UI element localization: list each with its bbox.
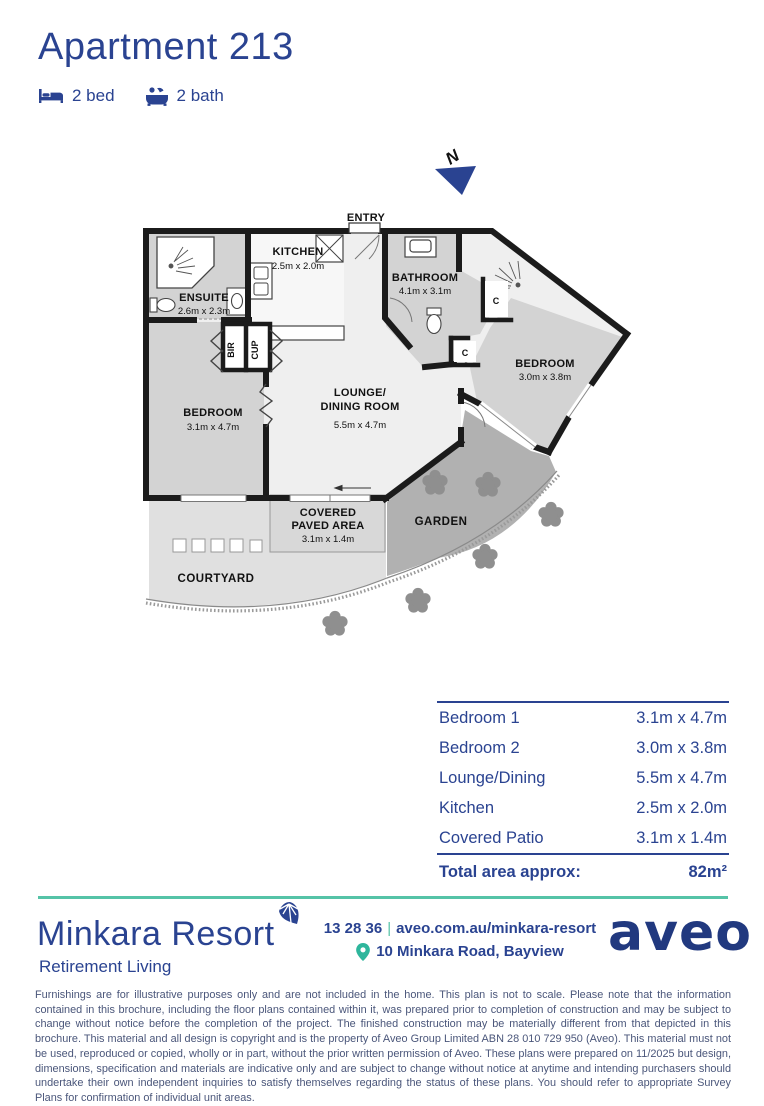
separator: | — [387, 920, 392, 937]
phone-number: 13 28 36 — [323, 920, 383, 937]
row-label: Covered Patio — [439, 829, 544, 847]
closet2-label: C — [461, 348, 469, 358]
bedroom1-dims: 3.1m x 4.7m — [186, 422, 240, 433]
row-value: 3.0m x 3.8m — [636, 739, 727, 757]
floor-plan — [128, 138, 662, 683]
dimensions-table — [437, 701, 729, 887]
bir-label: BIR — [226, 342, 236, 358]
page-title: Apartment 213 — [38, 26, 294, 68]
contact-block — [320, 917, 600, 963]
bedroom1-label: BEDROOM — [183, 407, 243, 419]
bathroom-vanity — [405, 237, 436, 257]
north-arrow-icon — [435, 166, 476, 195]
bed-bath-facts — [38, 86, 224, 106]
row-label: Lounge/Dining — [439, 769, 546, 787]
bath-icon — [145, 87, 169, 106]
row-value: 2.5m x 2.0m — [636, 799, 727, 817]
row-label: Kitchen — [439, 799, 495, 817]
lounge-dims: 5.5m x 4.7m — [333, 420, 387, 431]
resort-brand-name: Minkara Resort — [37, 915, 275, 953]
table-row — [437, 763, 729, 793]
ensuite-dims: 2.6m x 2.3m — [177, 306, 231, 317]
tree-icon — [538, 502, 563, 527]
covered-paved-label-2: PAVED AREA — [291, 520, 365, 532]
bathroom-dims: 4.1m x 3.1m — [398, 286, 452, 297]
ensuite-toilet — [150, 298, 175, 312]
bath-count-label: 2 bath — [176, 86, 224, 105]
resort-brand-subtitle: Retirement Living — [39, 957, 172, 976]
address-line — [320, 940, 600, 963]
bedroom2-label: BEDROOM — [515, 358, 575, 370]
garden-label: GARDEN — [414, 516, 468, 528]
table-row — [437, 823, 729, 853]
floor-plan-svg — [128, 138, 662, 683]
monstera-leaf-icon — [276, 901, 302, 934]
kitchen-dims: 2.5m x 2.0m — [271, 261, 325, 272]
total-value: 82m² — [688, 863, 727, 881]
ensuite-label: ENSUITE — [179, 292, 229, 304]
kitchen-label: KITCHEN — [272, 246, 324, 258]
table-total-row — [437, 855, 729, 887]
bathroom-toilet — [427, 308, 441, 334]
tree-icon — [405, 588, 430, 613]
table-row — [437, 703, 729, 733]
bedroom2-dims: 3.0m x 3.8m — [518, 372, 572, 383]
lounge-label-2: DINING ROOM — [320, 401, 400, 413]
row-value: 3.1m x 1.4m — [636, 829, 727, 847]
table-row — [437, 733, 729, 763]
row-label: Bedroom 2 — [439, 739, 520, 757]
bathroom-label: BATHROOM — [391, 272, 459, 284]
website-link[interactable]: aveo.com.au/minkara-resort — [396, 920, 597, 937]
disclaimer-text: Furnishings are for illustrative purposes only and are not included in the home. This plan is not to scale. Please note that the information contained in this brochure, including the floor plans contained within it, was prepared prior to completion of construction and may be subject to change without notice before the completion of the project. The finished construction may be materially different from that depicted in this brochure. This material and all design is copyright and is the property of Aveo Group Limited ABN 28 010 729 950 (Aveo). This material must not be used, reproduced or copied, wholly or in part, without the prior written permission of Aveo. These plans were prepared on 11/2025 but design, dimensions, specification and materials are indicative only and are subject to change without notice at anytime and intending purchasers should undertake their own independent inquiries to satisfy themselves regarding the status of these plans. You should refer to appropriate Survey Plans for confirmation of individual unit areas. — [35, 989, 731, 1104]
aveo-logo: aveo — [608, 903, 752, 963]
phone-website-line — [320, 917, 600, 940]
entry-threshold — [349, 223, 380, 233]
tree-icon — [472, 544, 497, 569]
row-value: 3.1m x 4.7m — [636, 709, 727, 727]
bath-fact — [145, 86, 224, 106]
address-text: 10 Minkara Road, Bayview — [376, 943, 564, 960]
covered-paved-label-1: COVERED — [299, 507, 357, 519]
bed-fact — [38, 86, 115, 106]
north-arrow — [435, 145, 476, 195]
row-label: Bedroom 1 — [439, 709, 520, 727]
lounge-label-1: LOUNGE/ — [333, 387, 387, 399]
courtyard-label: COURTYARD — [177, 573, 255, 585]
bed-count-label: 2 bed — [72, 86, 115, 105]
closet1-label: C — [492, 296, 500, 306]
total-label: Total area approx: — [439, 863, 581, 881]
covered-paved-dims: 3.1m x 1.4m — [301, 534, 355, 545]
entry-label: ENTRY — [346, 212, 386, 224]
row-value: 5.5m x 4.7m — [636, 769, 727, 787]
bed-icon — [38, 88, 64, 104]
table-row — [437, 793, 729, 823]
footer-divider — [38, 896, 728, 899]
kitchen-sink-unit — [250, 263, 272, 299]
north-label: N — [442, 145, 463, 169]
tree-icon — [322, 611, 347, 636]
location-pin-icon — [356, 943, 370, 961]
cup-label: CUP — [250, 340, 260, 360]
